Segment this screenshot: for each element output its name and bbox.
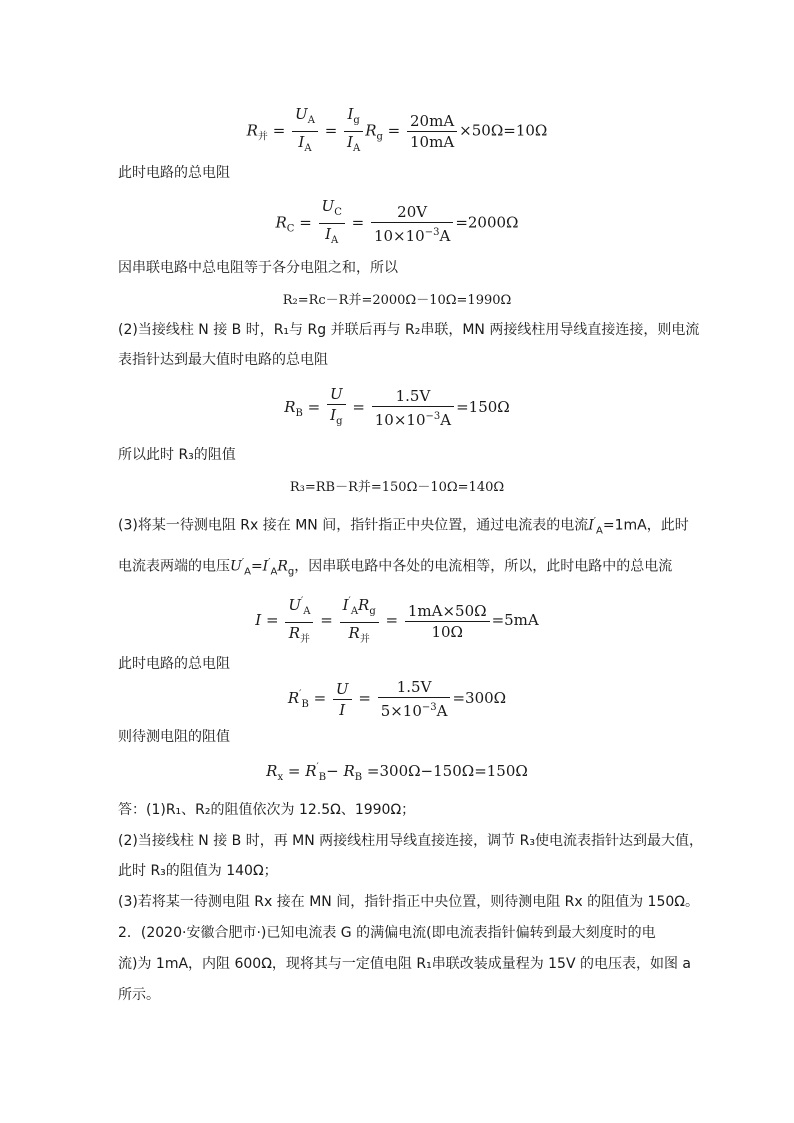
equation-parallel-resistance: $R_并$ = $\frac{U_A}{I_A}$ = $\frac{I_g}{I_A}$ $R_g$ = $\frac{20mA}{10mA}$ ×50Ω=10Ω	[246, 105, 548, 154]
eq6-result: =5mA	[491, 611, 539, 629]
equation-total-resistance-b: $R_B$ = $\frac{U}{I_g}$ = $\frac{1.5V}{10\times 10^{-3}A}$ =150Ω	[284, 385, 510, 429]
question-2-line-c: 所示。	[118, 987, 160, 1003]
answer-line-3: (3)若将某一待测电阻 Rx 接在 MN 间，指针指正中央位置，则待测电阻 Rx 的阻值为 150Ω。	[118, 894, 699, 910]
text-q3-a-pre: (3)将某一待测电阻 Rx 接在 MN 间，指针指正中央位置，通过电流表的电流	[118, 517, 589, 534]
answer-line-2b: 此时 R₃的阻值为 140Ω；	[118, 863, 278, 879]
question-2-line-b: 流)为 1mA，内阻 600Ω，现将其与一定值电阻 R₁串联改装成量程为 15V 的电压表，如图 a	[118, 956, 692, 972]
eq7-result: =300Ω	[452, 689, 507, 707]
equation-rx: $R_x = R'_B- R_B =300\Omega-150\Omega=150\Omega$	[266, 762, 528, 783]
question-2-line-a: 2．(2020·安徽合肥市·)已知电流表 G 的满偏电流(即电流表指针偏转到最大刻度时的电	[118, 925, 656, 941]
eq1-result: =10Ω	[503, 121, 548, 140]
equation-r3: R₃=RB－R并=150Ω－10Ω=140Ω	[289, 480, 505, 495]
answer-line-2a: (2)当接线柱 N 接 B 时，再 MN 两接线柱用导线直接连接，调节 R₃使电流表指针达到最大值，	[118, 833, 703, 849]
text-total-resistance-2: 此时电路的总电阻	[118, 656, 230, 672]
text-q3-line-b: 电流表两端的电压$U'_A=I'_AR_g$，因串联电路中各处的电流相等，所以，此时电路中的总电流	[118, 557, 673, 578]
text-q3-b-pre: 电流表两端的电压	[118, 558, 230, 575]
eq8-text: =300Ω−150Ω=150Ω	[366, 762, 528, 780]
equation-r2: R₂=Rc－R并=2000Ω－10Ω=1990Ω	[282, 293, 512, 308]
equation-total-resistance-b-prime: $R'_B$ = $\frac{U}{I}$ = $\frac{1.5V}{5\times 10^{-3}A}$ =300Ω	[287, 678, 507, 720]
text-r3-value: 所以此时 R₃的阻值	[118, 447, 236, 463]
text-q2-line-a: (2)当接线柱 N 接 B 时，R₁与 Rg 并联后再与 R₂串联，MN 两接线柱用导线直接连接，则电流	[118, 322, 700, 338]
equation-total-current: I = $U'_A$ $R_并$ = $I'_AR_g$ $R_并$ = $\frac{1mA\times 50\Omega}{10\Omega}$ =5mA	[0, 592, 794, 650]
eq2-result: =2000Ω	[455, 213, 519, 232]
text-q3-b-post: ，因串联电路中各处的电流相等，所以，此时电路中的总电流	[294, 558, 673, 575]
text-q3-a-post: =1mA，此时	[602, 517, 689, 534]
text-rx-value: 则待测电阻的阻值	[118, 729, 230, 745]
text-total-resistance-1: 此时电路的总电阻	[118, 165, 230, 181]
equation-total-resistance-c: $R_C$ = $\frac{U_C}{I_A}$ = $\frac{20V}{10\times 10^{-3}A}$ =2000Ω	[275, 197, 519, 246]
text-series-sum: 因串联电路中总电阻等于各分电阻之和，所以	[118, 260, 398, 276]
answer-line-1: 答：(1)R₁、R₂的阻值依次为 12.5Ω、1990Ω；	[118, 802, 416, 818]
eq4-result: =150Ω	[456, 398, 510, 416]
text-q3-line-a: (3)将某一待测电阻 Rx 接在 MN 间，指针指正中央位置，通过电流表的电流$I'_A=1mA$，此时	[118, 516, 689, 537]
text-q2-line-b: 表指针达到最大值时电路的总电阻	[118, 352, 328, 368]
